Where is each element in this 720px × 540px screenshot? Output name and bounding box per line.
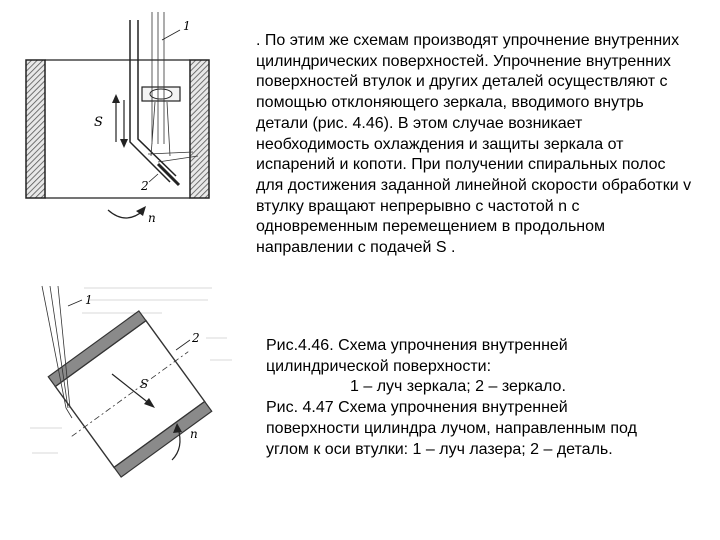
feed-arrow-up-head — [112, 94, 120, 103]
fig2-label-1: 1 — [85, 293, 93, 307]
leader-2 — [149, 174, 158, 182]
figure-4-47 — [22, 278, 244, 478]
fig2-label-s: S — [140, 377, 149, 391]
body-paragraph: . По этим же схемам производят упрочнение внутренних цилиндрических поверхностей. Упрочнение внутренних поверхностей втулок и других деталей осуществляют с помощью отклоняющего зеркала, вводимого внутрь детали (рис. 4.46). В этом случае возникает необходимость охлаждения и защиты зеркала от испарений и копоти. При получении спиральных полос для достижения заданной линейной скорости обработки v втулку вращают непрерывно с частотой n с одновременным перемещением в продольном направлении с подачей S . — [256, 32, 692, 257]
leader-1 — [162, 30, 180, 40]
part-wall-left — [26, 60, 45, 198]
part-axis — [72, 352, 188, 437]
laser-beam — [42, 286, 72, 418]
fig1-label-1: 1 — [183, 19, 191, 33]
fig2-leader-2 — [176, 340, 190, 350]
caption-line-4: Рис. 4.47 Схема упрочнения внутренней — [266, 399, 568, 417]
part-rotated — [35, 302, 224, 478]
caption-line-2: цилиндрической поверхности: — [266, 357, 492, 375]
figure-captions — [266, 336, 706, 460]
part-wall-right — [190, 60, 209, 198]
caption-line-5: поверхности цилиндра лучом, направленным под — [266, 419, 637, 437]
fig1-label-n: n — [148, 211, 156, 225]
fig1-label-s: S — [94, 115, 103, 130]
caption-line-3: 1 – луч зеркала; 2 – зеркало. — [350, 378, 566, 396]
fig2-leader-1 — [68, 300, 82, 306]
fig2-label-n: n — [190, 427, 198, 441]
caption-line-6: углом к оси втулки: 1 – луч лазера; 2 – деталь. — [266, 440, 613, 458]
mirror — [158, 164, 179, 185]
caption-line-1: Рис.4.46. Схема упрочнения внутренней — [266, 337, 568, 354]
feed-arrow-down-head — [120, 139, 128, 148]
fig2-label-2: 2 — [192, 331, 200, 345]
fig1-label-2: 2 — [141, 179, 149, 193]
lens — [150, 89, 172, 99]
fig2-feed-arrow-head — [144, 398, 155, 408]
figure-4-46 — [8, 4, 243, 234]
